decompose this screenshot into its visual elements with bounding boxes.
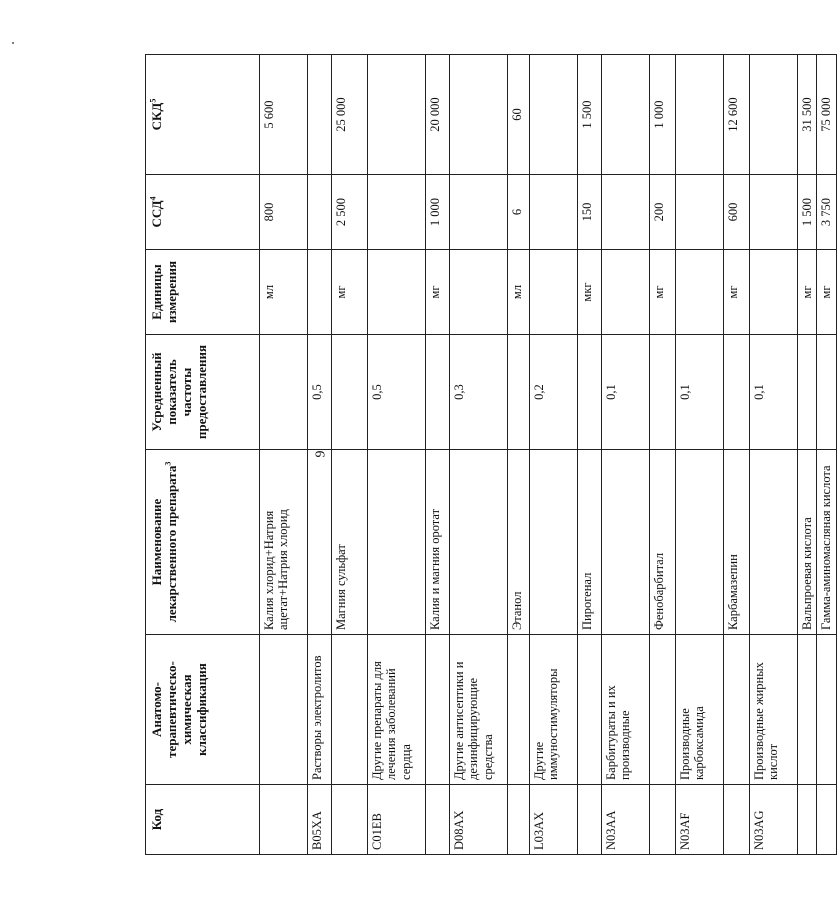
units-cell: мг [724, 250, 750, 335]
table-row [750, 55, 798, 855]
units-cell: мг [426, 250, 450, 335]
units-cell: мг [798, 250, 817, 335]
rotated-table-wrapper [145, 55, 834, 855]
page-number: 9 [313, 450, 329, 458]
units-cell: мг [650, 250, 676, 335]
ssd-cell: 150 [578, 175, 602, 250]
skd-cell: 1 000 [650, 55, 676, 175]
ssd-cell [530, 175, 578, 250]
frequency-cell: 0,5 [308, 335, 332, 450]
code-cell: N03AA [602, 785, 650, 855]
drug-name-cell: Калия и магния оротат [426, 450, 450, 635]
frequency-cell: 0,1 [750, 335, 798, 450]
frequency-cell: 0,5 [368, 335, 426, 450]
table-row [817, 55, 836, 855]
footnote-3: 3 [163, 461, 173, 466]
skd-cell: 31 500 [798, 55, 817, 175]
table-row [676, 55, 724, 855]
skd-cell [368, 55, 426, 175]
atc-class-cell [650, 635, 676, 785]
header-skd: СКД$^5$ [146, 55, 260, 175]
code-cell: B05XA [308, 785, 332, 855]
units-cell: мг [332, 250, 368, 335]
frequency-cell [260, 335, 308, 450]
frequency-cell [817, 335, 836, 450]
table-row [798, 55, 817, 855]
skd-cell [308, 55, 332, 175]
code-cell [724, 785, 750, 855]
units-cell [368, 250, 426, 335]
drug-name-cell [750, 450, 798, 635]
table-row [650, 55, 676, 855]
drug-name-cell: Фенобарбитал [650, 450, 676, 635]
frequency-cell [650, 335, 676, 450]
table-row [260, 55, 308, 855]
ssd-cell: 3 750 [817, 175, 836, 250]
units-cell [308, 250, 332, 335]
atc-class-cell [578, 635, 602, 785]
units-cell: мкг [578, 250, 602, 335]
code-cell: D08AX [450, 785, 508, 855]
atc-class-cell [817, 635, 836, 785]
skd-cell: 75 000 [817, 55, 836, 175]
frequency-cell [578, 335, 602, 450]
table-row [368, 55, 426, 855]
footnote-4: 4 [148, 196, 158, 201]
code-cell [508, 785, 530, 855]
units-cell [676, 250, 724, 335]
header-frequency: Усредненный показатель частоты предоставления [146, 335, 260, 450]
frequency-cell [426, 335, 450, 450]
units-cell: мл [260, 250, 308, 335]
frequency-cell [508, 335, 530, 450]
table-row [332, 55, 368, 855]
code-cell [650, 785, 676, 855]
table-row [530, 55, 578, 855]
skd-cell: 12 600 [724, 55, 750, 175]
drug-table [145, 54, 837, 855]
ssd-cell: 1 000 [426, 175, 450, 250]
header-code: Код [146, 785, 260, 855]
drug-name-cell: Вальпроевая кислота [798, 450, 817, 635]
skd-cell: 1 500 [578, 55, 602, 175]
table-row [308, 55, 332, 855]
header-units: Единицы измерения [146, 250, 260, 335]
drug-name-cell: Магния сульфат [332, 450, 368, 635]
skd-cell: 60 [508, 55, 530, 175]
drug-name-cell [602, 450, 650, 635]
header-atc-class: Анатомо-терапевтическо-химическая классификация [146, 635, 260, 785]
skd-cell [530, 55, 578, 175]
drug-name-cell: Гамма-аминомасляная кислота [817, 450, 836, 635]
scan-artifact [12, 42, 14, 44]
table-row [426, 55, 450, 855]
ssd-cell [308, 175, 332, 250]
drug-name-cell [676, 450, 724, 635]
units-cell: мг [817, 250, 836, 335]
atc-class-cell: Другие антисептики и дезинфицирующие средства [450, 635, 508, 785]
code-cell [798, 785, 817, 855]
units-cell [750, 250, 798, 335]
drug-name-cell: Этанол [508, 450, 530, 635]
drug-name-cell [368, 450, 426, 635]
code-cell [578, 785, 602, 855]
footnote-5: 5 [148, 98, 158, 103]
drug-name-cell [308, 450, 332, 635]
header-ssd: ССД$^4$ [146, 175, 260, 250]
atc-class-cell [426, 635, 450, 785]
atc-class-cell: Барбитураты и их производные [602, 635, 650, 785]
atc-class-cell: Другие иммуностимуляторы [530, 635, 578, 785]
frequency-cell: 0,1 [602, 335, 650, 450]
units-cell [450, 250, 508, 335]
frequency-cell: 0,1 [676, 335, 724, 450]
units-cell [602, 250, 650, 335]
drug-name-cell [530, 450, 578, 635]
table-row [724, 55, 750, 855]
table-row [508, 55, 530, 855]
code-cell [260, 785, 308, 855]
units-cell: мл [508, 250, 530, 335]
table-row [450, 55, 508, 855]
drug-name-cell: Карбамазепин [724, 450, 750, 635]
code-cell [426, 785, 450, 855]
atc-class-cell: Производные карбоксамида [676, 635, 724, 785]
code-cell: L03AX [530, 785, 578, 855]
code-cell: N03AF [676, 785, 724, 855]
atc-class-cell: Производные жирных кислот [750, 635, 798, 785]
frequency-cell [724, 335, 750, 450]
skd-cell [676, 55, 724, 175]
drug-name-cell [450, 450, 508, 635]
atc-class-cell [260, 635, 308, 785]
frequency-cell [798, 335, 817, 450]
ssd-cell: 6 [508, 175, 530, 250]
frequency-cell: 0,2 [530, 335, 578, 450]
skd-cell [750, 55, 798, 175]
drug-name-cell: Калия хлорид+Натрия ацетат+Натрия хлорид [260, 450, 308, 635]
ssd-cell [450, 175, 508, 250]
atc-class-cell [798, 635, 817, 785]
atc-class-cell: Растворы электролитов [308, 635, 332, 785]
ssd-cell: 200 [650, 175, 676, 250]
ssd-cell [368, 175, 426, 250]
skd-cell: 20 000 [426, 55, 450, 175]
code-cell: C01EB [368, 785, 426, 855]
atc-class-cell [332, 635, 368, 785]
code-cell [817, 785, 836, 855]
table-header-row [146, 55, 260, 855]
ssd-cell: 800 [260, 175, 308, 250]
table-row [578, 55, 602, 855]
ssd-cell: 1 500 [798, 175, 817, 250]
frequency-cell: 0,3 [450, 335, 508, 450]
units-cell [530, 250, 578, 335]
frequency-cell [332, 335, 368, 450]
table-row [602, 55, 650, 855]
ssd-cell: 600 [724, 175, 750, 250]
ssd-cell [602, 175, 650, 250]
ssd-cell [676, 175, 724, 250]
skd-cell: 25 000 [332, 55, 368, 175]
drug-name-cell: Пирогенал [578, 450, 602, 635]
atc-class-cell [508, 635, 530, 785]
atc-class-cell: Другие препараты для лечения заболеваний сердца [368, 635, 426, 785]
code-cell [332, 785, 368, 855]
table-body [260, 55, 837, 855]
code-cell: N03AG [750, 785, 798, 855]
ssd-cell [750, 175, 798, 250]
atc-class-cell [724, 635, 750, 785]
header-drug-name: Наименование лекарственного препарата$^3$ [146, 450, 260, 635]
ssd-cell: 2 500 [332, 175, 368, 250]
skd-cell: 5 600 [260, 55, 308, 175]
skd-cell [450, 55, 508, 175]
skd-cell [602, 55, 650, 175]
